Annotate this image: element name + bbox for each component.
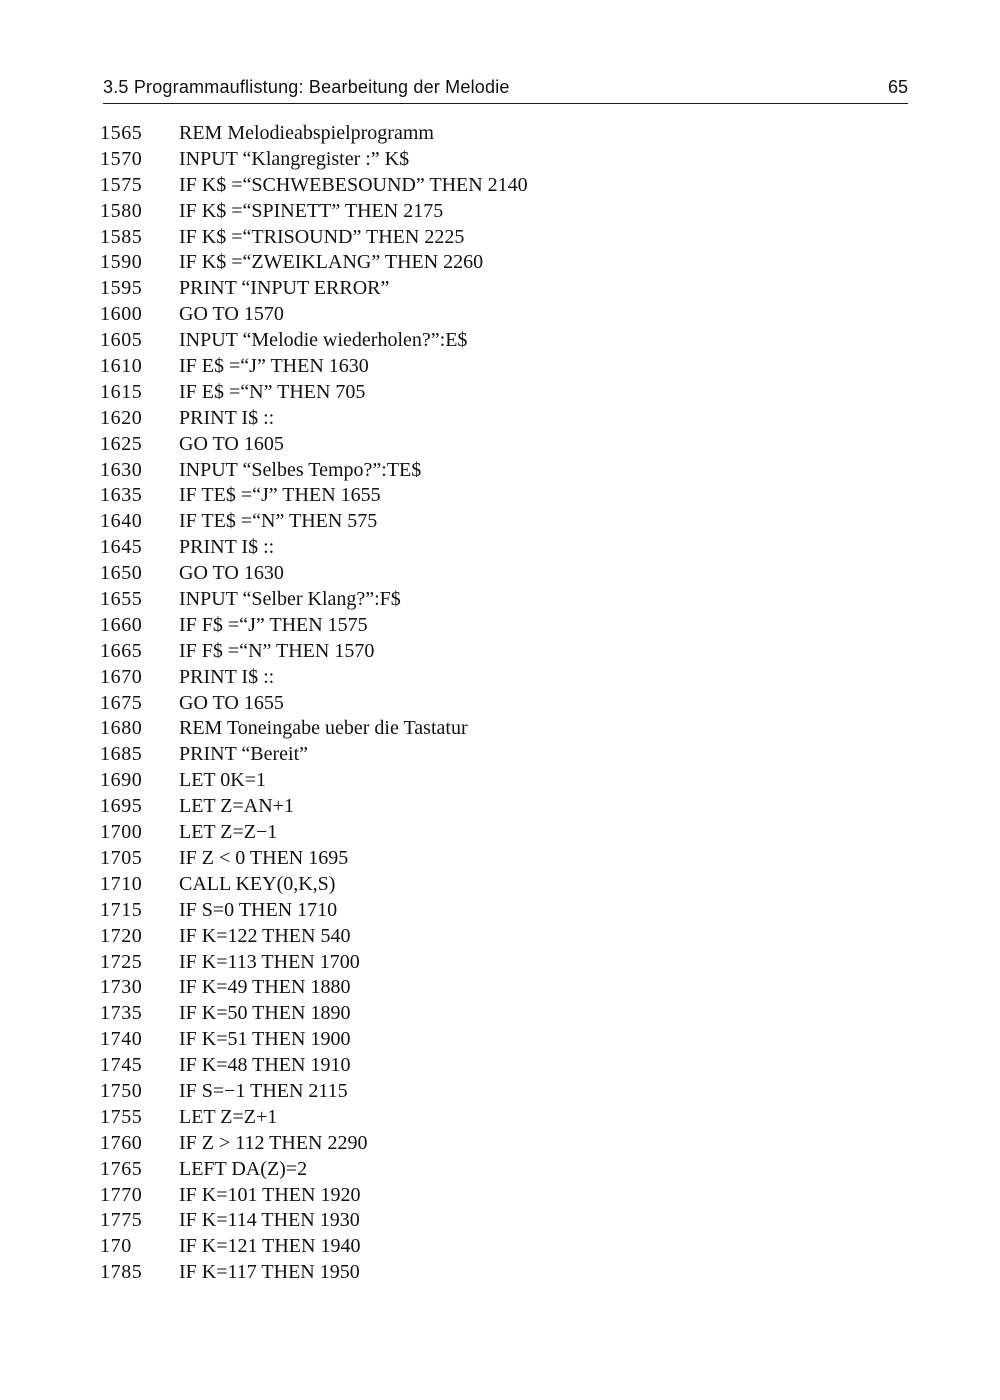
code-line — [100, 1079, 900, 1105]
line-number: 1600 — [100, 303, 143, 326]
code-line — [100, 1183, 900, 1209]
statement: PRINT I$ :: — [179, 536, 275, 559]
statement: IF K=48 THEN 1910 — [179, 1054, 351, 1077]
line-number: 1610 — [100, 355, 143, 378]
line-number: 1695 — [100, 795, 143, 818]
code-line — [100, 924, 900, 950]
code-line — [100, 328, 900, 354]
line-number: 1570 — [100, 147, 143, 170]
page-header — [103, 73, 908, 104]
statement: PRINT “Bereit” — [179, 743, 309, 766]
statement: LEFT DA(Z)=2 — [179, 1157, 308, 1180]
statement: IF S=−1 THEN 2115 — [179, 1079, 348, 1102]
code-line — [100, 561, 900, 587]
statement: IF K$ =“TRISOUND” THEN 2225 — [179, 225, 465, 248]
line-number: 1715 — [100, 898, 143, 921]
line-number: 1740 — [100, 1028, 143, 1051]
statement: GO TO 1655 — [179, 691, 284, 714]
code-line — [100, 820, 900, 846]
statement: PRINT I$ :: — [179, 665, 275, 688]
statement: LET Z=Z−1 — [179, 821, 278, 844]
statement: IF K=121 THEN 1940 — [179, 1235, 361, 1258]
code-line — [100, 587, 900, 613]
code-line — [100, 173, 900, 199]
code-line — [100, 1234, 900, 1260]
code-line — [100, 354, 900, 380]
line-number: 1750 — [100, 1079, 143, 1102]
code-line — [100, 1001, 900, 1027]
line-number: 170 — [100, 1235, 132, 1258]
statement: LET Z=AN+1 — [179, 795, 294, 818]
line-number: 1660 — [100, 613, 143, 636]
line-number: 1735 — [100, 1002, 143, 1025]
code-line — [100, 406, 900, 432]
line-number: 1680 — [100, 717, 143, 740]
page-number: 65 — [887, 77, 908, 97]
code-line — [100, 1053, 900, 1079]
statement: IF F$ =“J” THEN 1575 — [179, 613, 368, 636]
code-line — [100, 716, 900, 742]
code-line — [100, 432, 900, 458]
statement: IF Z < 0 THEN 1695 — [179, 846, 349, 869]
line-number: 1765 — [100, 1157, 143, 1180]
code-line — [100, 1105, 900, 1131]
code-line — [100, 276, 900, 302]
statement: IF E$ =“N” THEN 705 — [179, 380, 366, 403]
line-number: 1705 — [100, 846, 143, 869]
line-number: 1640 — [100, 510, 143, 533]
code-line — [100, 535, 900, 561]
line-number: 1620 — [100, 406, 143, 429]
code-line — [100, 691, 900, 717]
running-head: 3.5 Programmauflistung: Bearbeitung der Melodie — [103, 77, 510, 97]
statement: IF K$ =“SPINETT” THEN 2175 — [179, 199, 444, 222]
code-line — [100, 147, 900, 173]
code-line — [100, 1131, 900, 1157]
statement: LET Z=Z+1 — [179, 1105, 278, 1128]
statement: IF K=122 THEN 540 — [179, 924, 351, 947]
statement: PRINT I$ :: — [179, 406, 275, 429]
statement: IF K=49 THEN 1880 — [179, 976, 351, 999]
code-line — [100, 509, 900, 535]
line-number: 1690 — [100, 769, 143, 792]
code-line — [100, 1157, 900, 1183]
line-number: 1635 — [100, 484, 143, 507]
code-line — [100, 458, 900, 484]
line-number: 1645 — [100, 536, 143, 559]
statement: REM Melodieabspielprogramm — [179, 122, 434, 144]
line-number: 1580 — [100, 199, 143, 222]
statement: IF TE$ =“N” THEN 575 — [179, 510, 378, 533]
line-number: 1630 — [100, 458, 143, 481]
code-line — [100, 794, 900, 820]
line-number: 1625 — [100, 432, 143, 455]
code-line — [100, 768, 900, 794]
line-number: 1710 — [100, 872, 143, 895]
statement: INPUT “Melodie wiederholen?”:E$ — [179, 329, 468, 352]
statement: IF K=50 THEN 1890 — [179, 1002, 351, 1025]
line-number: 1605 — [100, 329, 143, 352]
statement: IF E$ =“J” THEN 1630 — [179, 355, 369, 378]
line-number: 1650 — [100, 562, 143, 585]
statement: IF K=51 THEN 1900 — [179, 1028, 351, 1051]
statement: INPUT “Selber Klang?”:F$ — [179, 588, 401, 611]
statement: IF TE$ =“J” THEN 1655 — [179, 484, 381, 507]
statement: GO TO 1605 — [179, 432, 284, 455]
code-line — [100, 742, 900, 768]
line-number: 1685 — [100, 743, 143, 766]
statement: IF Z > 112 THEN 2290 — [179, 1131, 368, 1154]
code-line — [100, 483, 900, 509]
line-number: 1655 — [100, 588, 143, 611]
line-number: 1590 — [100, 251, 143, 274]
code-line — [100, 225, 900, 251]
code-line — [100, 1260, 900, 1286]
code-line — [100, 846, 900, 872]
line-number: 1720 — [100, 924, 143, 947]
statement: LET 0K=1 — [179, 769, 267, 792]
line-number: 1770 — [100, 1183, 143, 1206]
line-number: 1585 — [100, 225, 143, 248]
program-listing — [100, 121, 900, 1286]
line-number: 1725 — [100, 950, 143, 973]
line-number: 1595 — [100, 277, 143, 300]
statement: IF K=114 THEN 1930 — [179, 1209, 360, 1232]
statement: IF K$ =“ZWEIKLANG” THEN 2260 — [179, 251, 484, 274]
code-line — [100, 199, 900, 225]
statement: GO TO 1570 — [179, 303, 284, 326]
statement: IF S=0 THEN 1710 — [179, 898, 338, 921]
line-number: 1575 — [100, 173, 143, 196]
statement: IF K=113 THEN 1700 — [179, 950, 360, 973]
statement: PRINT “INPUT ERROR” — [179, 277, 390, 300]
code-line — [100, 872, 900, 898]
line-number: 1670 — [100, 665, 143, 688]
code-line — [100, 665, 900, 691]
statement: GO TO 1630 — [179, 562, 284, 585]
statement: IF K=101 THEN 1920 — [179, 1183, 361, 1206]
code-line — [100, 1027, 900, 1053]
line-number: 1565 — [100, 122, 143, 144]
code-line — [100, 639, 900, 665]
code-line — [100, 975, 900, 1001]
code-line — [100, 950, 900, 976]
code-line — [100, 898, 900, 924]
code-line — [100, 302, 900, 328]
line-number: 1745 — [100, 1054, 143, 1077]
line-number: 1665 — [100, 639, 143, 662]
statement: INPUT “Selbes Tempo?”:TE$ — [179, 458, 422, 481]
line-number: 1730 — [100, 976, 143, 999]
code-line — [100, 613, 900, 639]
code-line — [100, 380, 900, 406]
statement: IF K=117 THEN 1950 — [179, 1261, 360, 1284]
line-number: 1615 — [100, 380, 143, 403]
code-line — [100, 1208, 900, 1234]
statement: IF K$ =“SCHWEBESOUND” THEN 2140 — [179, 173, 528, 196]
statement: CALL KEY(0,K,S) — [179, 872, 336, 895]
line-number: 1700 — [100, 821, 143, 844]
statement: REM Toneingabe ueber die Tastatur — [179, 717, 468, 740]
line-number: 1755 — [100, 1105, 143, 1128]
line-number: 1785 — [100, 1261, 143, 1284]
line-number: 1775 — [100, 1209, 143, 1232]
line-number: 1760 — [100, 1131, 143, 1154]
line-number: 1675 — [100, 691, 143, 714]
code-line — [100, 250, 900, 276]
statement: IF F$ =“N” THEN 1570 — [179, 639, 375, 662]
statement: INPUT “Klangregister :” K$ — [179, 147, 410, 170]
code-line — [100, 121, 900, 147]
